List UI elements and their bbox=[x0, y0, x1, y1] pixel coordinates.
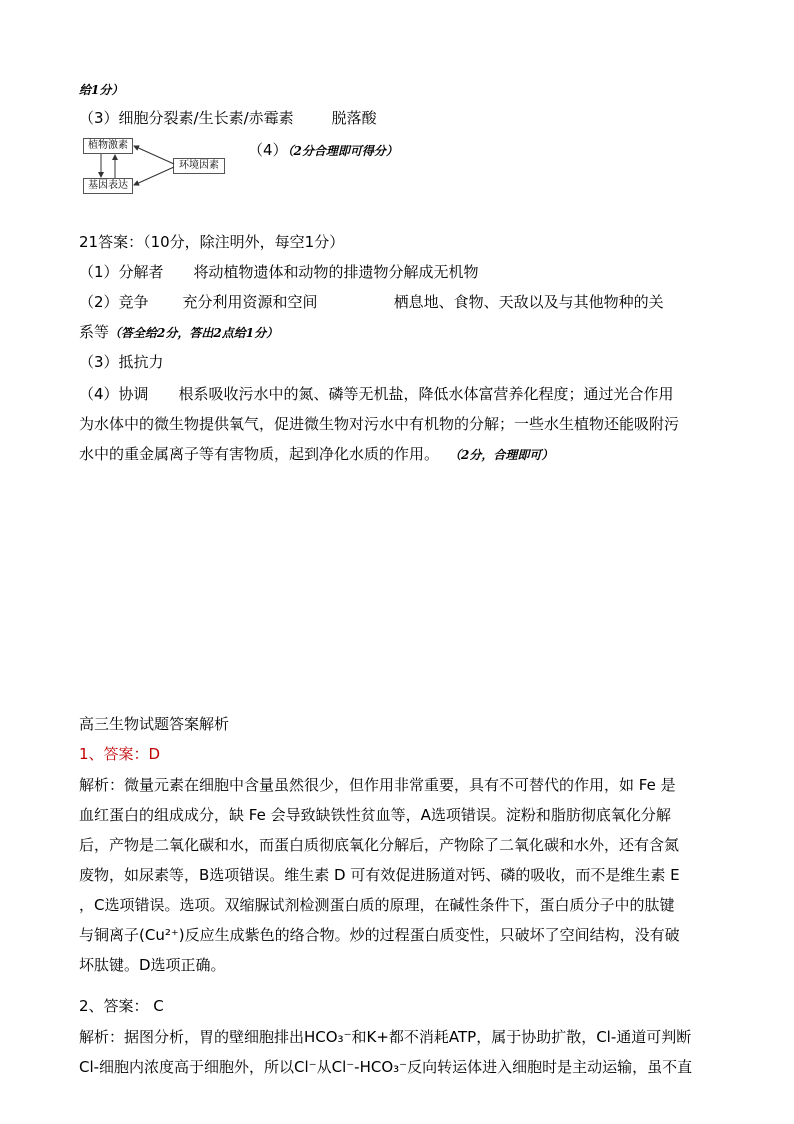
q21-a1-label: （1）分解者 bbox=[79, 263, 164, 281]
answer-3-answer: 脱落酸 bbox=[331, 109, 377, 127]
q1-line: 废物，如尿素等，B选项错误。维生素 D 可有效促进肠道对钙、磷的吸收，而不是维生素 E bbox=[79, 866, 680, 884]
q21-a4-note: （2分，合理即可） bbox=[449, 448, 554, 462]
hormone-diagram bbox=[83, 138, 228, 194]
answer-4-label: （4） bbox=[248, 141, 288, 159]
q21-a1-text: 将动植物遗体和动物的排遗物分解成无机物 bbox=[193, 263, 479, 281]
diagram-arrows bbox=[83, 138, 228, 194]
q21-a4-text1: 根系吸收污水中的氮、磷等无机盐，降低水体富营养化程度；通过光合作用 bbox=[178, 385, 674, 403]
prev-score-note: 给1分） bbox=[79, 83, 124, 97]
q2-answer: 2、答案： C bbox=[79, 997, 164, 1015]
q21-answer-1 bbox=[79, 262, 729, 282]
q21-answer-4-line3 bbox=[79, 444, 729, 465]
q21-title: 21答案：（10分，除注明外，每空1分） bbox=[79, 233, 345, 251]
q21-answer-4-line2: 为水体中的微生物提供氧气，促进微生物对污水中有机物的分解；一些水生植物还能吸附污 bbox=[79, 415, 680, 433]
q21-a4-label: （4）协调 bbox=[79, 385, 149, 403]
q1-answer: 1、答案：D bbox=[79, 745, 161, 763]
analysis-heading: 高三生物试题答案解析 bbox=[79, 715, 230, 733]
q21-a4-text3: 水中的重金属离子等有害物质，起到净化水质的作用。 bbox=[79, 445, 440, 463]
q21-answer-3: （3）抵抗力 bbox=[79, 353, 164, 371]
diagram-node-environment: 环境因素 bbox=[173, 158, 225, 174]
q21-a2-text1: 充分利用资源和空间 bbox=[182, 293, 318, 311]
answer-3-prefix: （3）细胞分裂素/生长素/赤霉素 bbox=[79, 109, 294, 127]
q2-line: 解析：据图分析，胃的壁细胞排出HCO₃⁻和K+都不消耗ATP，属于协助扩散，Cl-通道可判断 bbox=[79, 1028, 692, 1046]
q2-line: Cl-细胞内浓度高于细胞外，所以Cl⁻从Cl⁻-HCO₃⁻反向转运体进入细胞时是主动运输，虽不直 bbox=[79, 1058, 693, 1076]
diagram-node-hormone: 植物激素 bbox=[83, 138, 133, 154]
answer-3-line bbox=[79, 108, 729, 128]
q1-line: 血红蛋白的组成成分，缺 Fe 会导致缺铁性贫血等，A选项错误。淀粉和脂肪彻底氧化分解 bbox=[79, 806, 671, 824]
q21-a2-label: （2）竞争 bbox=[79, 293, 149, 311]
q1-line: 与铜离子(Cu²⁺)反应生成紫色的络合物。炒的过程蛋白质变性，只破坏了空间结构，没有破 bbox=[79, 926, 680, 944]
diagram-node-gene-expression: 基因表达 bbox=[83, 178, 133, 194]
answer-4-note: （2分合理即可得分） bbox=[287, 144, 398, 158]
answer-4-line bbox=[248, 140, 398, 161]
q1-line: 解析：微量元素在细胞中含量虽然很少，但作用非常重要，具有不可替代的作用，如 Fe 是 bbox=[79, 776, 676, 794]
q21-answer-2-cont bbox=[79, 322, 729, 343]
q21-a2-text2: 栖息地、食物、天敌以及与其他物种的关 bbox=[393, 293, 664, 311]
q1-line: ，C选项错误。选项。双缩脲试剂检测蛋白质的原理，在碱性条件下，蛋白质分子中的肽键 bbox=[79, 896, 675, 914]
q1-line: 坏肽键。D选项正确。 bbox=[79, 956, 226, 974]
q1-explanation bbox=[79, 770, 719, 980]
q21-a2-note: （答全给2分，答出2点给1分） bbox=[109, 326, 279, 340]
q21-answer-2 bbox=[79, 292, 729, 312]
q21-answer-4 bbox=[79, 384, 729, 404]
q1-line: 后，产物是二氧化碳和水，而蛋白质彻底氧化分解后，产物除了二氧化碳和水外，还有含氮 bbox=[79, 836, 680, 854]
q2-explanation bbox=[79, 1022, 719, 1082]
q21-a2-cont: 系等 bbox=[79, 323, 110, 341]
